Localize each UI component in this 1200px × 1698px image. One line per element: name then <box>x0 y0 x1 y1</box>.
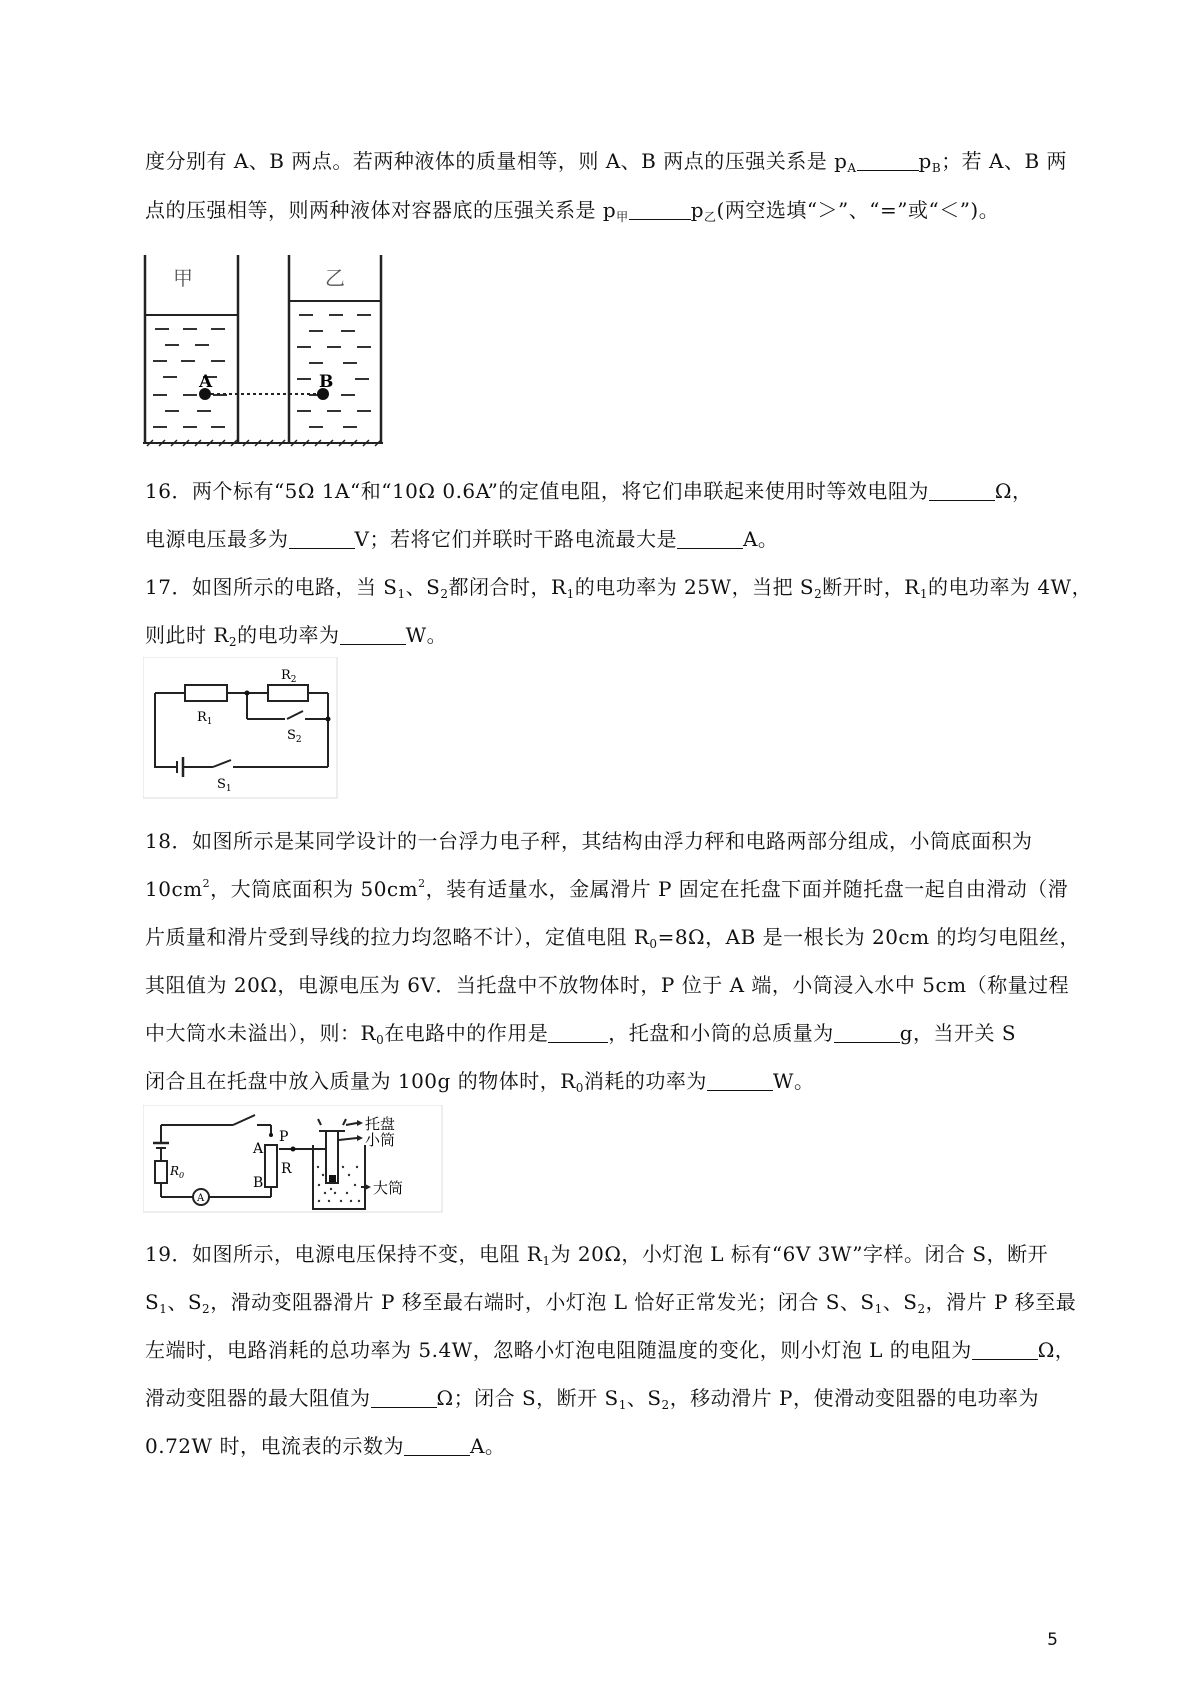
answer-blank <box>929 482 995 501</box>
q15-line-1: 度分别有 A、B 两点。若两种液体的质量相等，则 A、B 两点的压强关系是 $p_A$ $p_B$；若 A、B 两 <box>145 149 1068 175</box>
resistor-r0 <box>155 1161 167 1183</box>
svg-text:S2: $S_2$ <box>287 728 302 745</box>
answer-blank <box>857 152 919 171</box>
q19-line-2: $S_1$、$S_2$，滑动变阻器滑片 P 移至最右端时，小灯泡 L 恰好正常发光；闭合 S、$S_1$、$S_2$，滑片 P 移至最 <box>145 1290 1077 1316</box>
resistor-r1 <box>185 685 227 701</box>
resistor-r2 <box>268 685 308 701</box>
answer-blank <box>972 1341 1038 1360</box>
label-small-cylinder: 小筒 <box>365 1131 396 1149</box>
r2-label: R <box>281 668 291 683</box>
container-jia-label: 甲 <box>173 266 193 290</box>
switch-s <box>233 1115 255 1125</box>
q18-line-5: 中大筒水未溢出），则：$R_0$在电路中的作用是 ，托盘和小筒的总质量为 g，当开关 S <box>145 1021 1017 1047</box>
switch-s1 <box>213 760 231 767</box>
label-p: P <box>279 1129 289 1145</box>
q19-line-5: 0.72W 时，电流表的示数为 A。 <box>145 1434 506 1458</box>
q19-line-3: 左端时，电路消耗的总功率为 5.4W，忽略小灯泡电阻随温度的变化，则小灯泡 L 的电阻为 Ω， <box>145 1338 1076 1362</box>
liquid-hatching <box>153 315 371 427</box>
s2-label: S <box>287 728 296 743</box>
q18-line-2: $10cm^2$，大筒底面积为 $50cm^2$，装有适量水，金属滑片 P 固定在托盘下面并随托盘一起自由滑动（滑 <box>145 877 1069 901</box>
answer-blank <box>340 626 406 645</box>
q16-line-2: 电源电压最多为 V；若将它们并联时干路电流最大是 A。 <box>145 527 779 551</box>
answer-blank <box>707 1072 773 1091</box>
label-a: A <box>253 1141 264 1157</box>
label-tray: 托盘 <box>365 1115 396 1133</box>
page-number: 5 <box>1047 1630 1058 1650</box>
q19-line-1: 19．如图所示，电源电压保持不变，电阻 $R_1$为 20Ω，小灯泡 L 标有“6V 3W”字样。闭合 S，断开 <box>145 1242 1049 1268</box>
answer-blank <box>289 530 355 549</box>
svg-text:R2: $R_2$ <box>281 668 297 685</box>
label-b: B <box>253 1175 264 1191</box>
buoyancy-scale-figure <box>143 1105 443 1213</box>
q18-line-6: 闭合且在托盘中放入质量为 100g 的物体时，$R_0$消耗的功率为 W。 <box>145 1069 815 1095</box>
q18-line-3: 片质量和滑片受到导线的拉力均忽略不计），定值电阻 $R_0=8\Omega$，AB 是一根长为 20cm 的均匀电阻丝， <box>145 925 1080 951</box>
svg-text:S1: $S_1$ <box>217 777 232 794</box>
point-a-label: A <box>199 372 213 392</box>
q17-line-1: 17．如图所示的电路，当 $S_1$、$S_2$都闭合时，$R_1$的电功率为 25W，当把 $S_2$断开时，$R_1$的电功率为 4W， <box>145 575 1093 601</box>
r1-label: R <box>197 710 207 725</box>
q15-line-2: 点的压强相等，则两种液体对容器底的压强关系是 $p_甲$ $p_乙$(两空选填“＞”、“=”或“＜”)。 <box>145 198 1000 224</box>
q17-line-2: 则此时 $R_2$的电功率为 W。 <box>145 623 448 649</box>
q16-line-1: 16．两个标有“5Ω 1A“和“10Ω 0.6A”的定值电阻，将它们串联起来使用时等效电阻为 Ω， <box>145 479 1033 503</box>
point-b-label: B <box>319 372 334 392</box>
answer-blank <box>629 201 691 220</box>
answer-blank <box>371 1389 437 1408</box>
answer-blank <box>834 1024 900 1043</box>
resistor-ab <box>265 1145 277 1187</box>
svg-text:R1: $R_1$ <box>197 710 213 727</box>
q18-line-4: 其阻值为 20Ω，电源电压为 6V．当托盘中不放物体时，P 位于 A 端，小筒浸入水中 5cm（称量过程 <box>145 973 1070 997</box>
liquid-containers-figure <box>143 253 385 448</box>
q19-line-4: 滑动变阻器的最大阻值为 Ω；闭合 S，断开 $S_1$、$S_2$，移动滑片 P，使滑动变阻器的电功率为 <box>145 1386 1040 1412</box>
container-yi-label: 乙 <box>325 266 345 290</box>
answer-blank <box>677 530 743 549</box>
ammeter-label: A <box>197 1193 205 1204</box>
svg-text:R0: $R_0$ <box>170 1164 185 1180</box>
circuit-figure-q17 <box>143 657 338 799</box>
s1-label: S <box>217 777 226 792</box>
label-r: R <box>281 1161 292 1177</box>
q18-line-1: 18．如图所示是某同学设计的一台浮力电子秤，其结构由浮力秤和电路两部分组成，小筒底面积为 <box>145 829 1033 853</box>
label-big-cylinder: 大筒 <box>373 1179 404 1197</box>
label-r0: R <box>170 1164 180 1178</box>
answer-blank <box>548 1024 608 1043</box>
answer-blank <box>404 1437 470 1456</box>
switch-s2 <box>287 711 303 719</box>
